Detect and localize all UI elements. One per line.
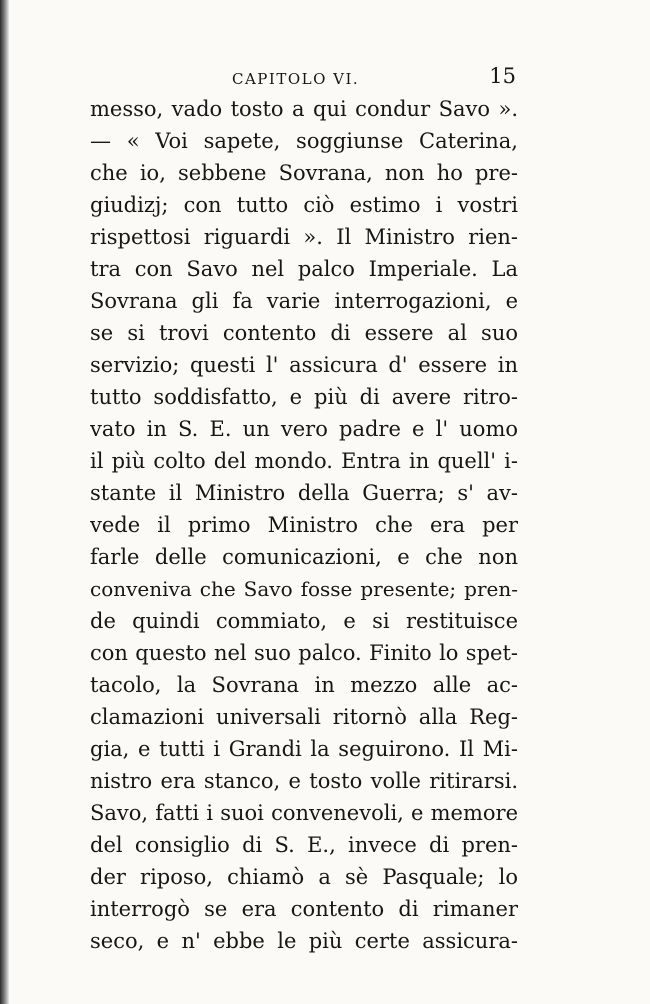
text-line: de quindi commiato, e si restituisce — [90, 609, 518, 633]
page-header — [90, 64, 518, 92]
text-line: nistro era stanco, e tosto volle ritirarsi. — [90, 769, 518, 793]
text-line: clamazioni universali ritornò alla Reg- — [90, 705, 518, 729]
text-line: messo, vado tosto a qui condur Savo ». — [90, 97, 518, 121]
text-line: conveniva che Savo fosse presente; pren- — [90, 577, 518, 601]
text-line: del consiglio di S. E., invece di pren- — [90, 833, 518, 857]
text-line: con questo nel suo palco. Finito lo spet- — [90, 641, 518, 665]
text-line: — « Voi sapete, soggiunse Caterina, — [90, 129, 518, 153]
text-line: vede il primo Ministro che era per — [90, 513, 518, 537]
text-line: se si trovi contento di essere al suo — [90, 321, 518, 345]
text-line: Sovrana gli fa varie interrogazioni, e — [90, 289, 518, 313]
book-page — [90, 64, 518, 957]
page-number: 15 — [489, 64, 516, 88]
text-line: rispettosi riguardi ». Il Ministro rien- — [90, 225, 518, 249]
text-line: il più colto del mondo. Entra in quell' i- — [90, 449, 518, 473]
running-title: CAPITOLO VI. — [232, 70, 360, 88]
text-line: vato in S. E. un vero padre e l' uomo — [90, 417, 518, 441]
text-line: tacolo, la Sovrana in mezzo alle ac- — [90, 673, 518, 697]
text-line: seco, e n' ebbe le più certe assicura- — [90, 929, 518, 953]
text-line: tutto soddisfatto, e più di avere ritro- — [90, 385, 518, 409]
text-line: tra con Savo nel palco Imperiale. La — [90, 257, 518, 281]
text-line: stante il Ministro della Guerra; s' av- — [90, 481, 518, 505]
text-line: Savo, fatti i suoi convenevoli, e memore — [90, 801, 518, 825]
text-line: farle delle comunicazioni, e che non — [90, 545, 518, 569]
text-line: gia, e tutti i Grandi la seguirono. Il Mi- — [90, 737, 518, 761]
page-binding-edge — [0, 0, 9, 1004]
body-text — [90, 93, 518, 957]
text-line: der riposo, chiamò a sè Pasquale; lo — [90, 865, 518, 889]
text-line: interrogò se era contento di rimaner — [90, 897, 518, 921]
text-line: giudizj; con tutto ciò estimo i vostri — [90, 193, 518, 217]
text-line: che io, sebbene Sovrana, non ho pre- — [90, 161, 518, 185]
text-line: servizio; questi l' assicura d' essere in — [90, 353, 518, 377]
